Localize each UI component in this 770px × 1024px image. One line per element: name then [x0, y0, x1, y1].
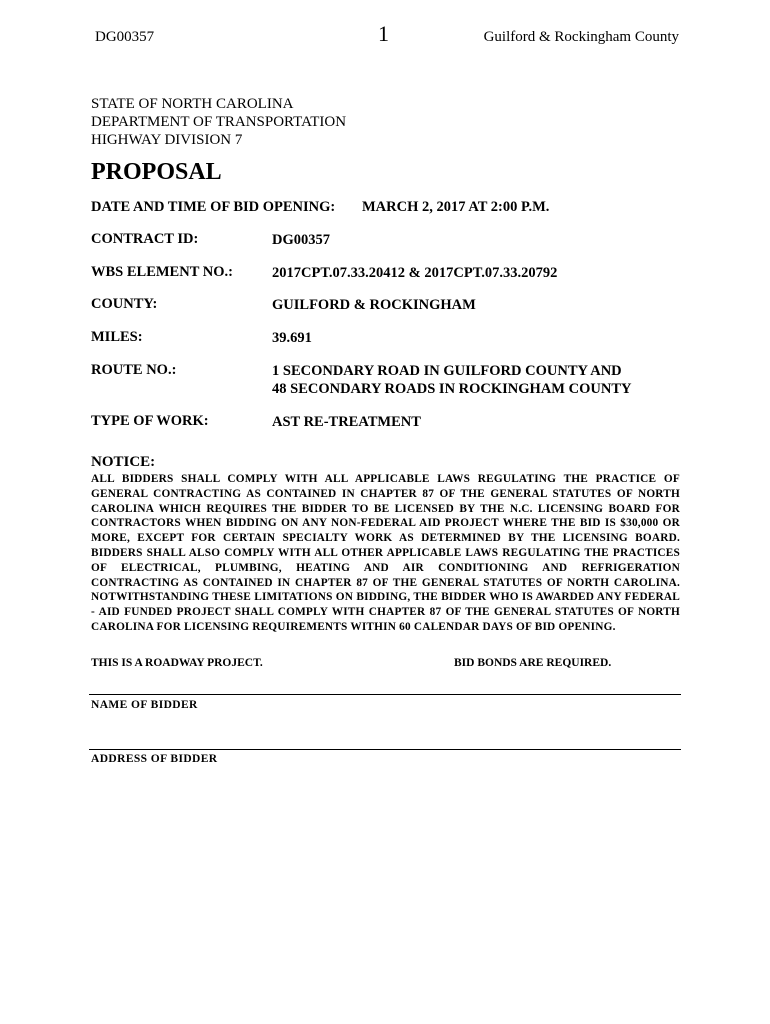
route-value-line2: 48 SECONDARY ROADS IN ROCKINGHAM COUNTY: [272, 381, 632, 397]
notice-body: ALL BIDDERS SHALL COMPLY WITH ALL APPLICABLE LAWS REGULATING THE PRACTICE OF GENERAL CONTRACTING AS CONTAINED IN CHAPTER 87 OF THE GENERAL STATUTES OF NORTH CAROLINA WHICH REQUIRES THE BIDDER TO BE LICENSED BY THE N.C. LICENSING BOARD FOR CONTRACTORS WHEN BIDDING ON ANY NON-FEDERAL AID PROJECT WHERE THE BID IS $30,000 OR MORE, EXCEPT FOR CERTAIN SPECIALTY WORK AS DETERMINED BY THE LICENSING BOARD. BIDDERS SHALL ALSO COMPLY WITH ALL OTHER APPLICABLE LAWS REGULATING THE PRACTICES OF ELECTRICAL, PLUMBING, HEATING AND AIR CONDITIONING AND REFRIGERATION CONTRACTING AS CONTAINED IN CHAPTER 87 OF THE GENERAL STATUTES OF NORTH CAROLINA. NOTWITHSTANDING THESE LIMITATIONS ON BIDDING, THE BIDDER WHO IS AWARDED ANY FEDERAL - AID FUNDED PROJECT SHALL COMPLY WITH CHAPTER 87 OF THE GENERAL STATUTES OF NORTH CAROLINA FOR LICENSING REQUIREMENTS WITHIN 60 CALENDAR DAYS OF BID OPENING.: [91, 473, 680, 633]
county-label: COUNTY:: [91, 296, 158, 312]
agency-state: STATE OF NORTH CAROLINA: [91, 96, 294, 112]
wbs-value: 2017CPT.07.33.20412 & 2017CPT.07.33.20792: [272, 265, 558, 281]
bid-opening-row: [91, 199, 550, 216]
county-value: GUILFORD & ROCKINGHAM: [272, 297, 476, 313]
agency-block: [91, 95, 346, 149]
type-of-work-label: TYPE OF WORK:: [91, 413, 209, 429]
page-title: PROPOSAL: [91, 159, 222, 185]
notice-title: NOTICE:: [91, 454, 156, 470]
miles-label: MILES:: [91, 329, 143, 345]
project-type-text: THIS IS A ROADWAY PROJECT.: [91, 657, 263, 669]
bid-opening-label: DATE AND TIME OF BID OPENING:: [91, 199, 336, 215]
header-page-number: 1: [378, 21, 389, 46]
type-of-work-value: AST RE-TREATMENT: [272, 414, 421, 430]
header-county: Guilford & Rockingham County: [483, 29, 679, 45]
wbs-label: WBS ELEMENT NO.:: [91, 264, 233, 280]
bidder-name-line: [89, 694, 681, 695]
contract-id-value: DG00357: [272, 232, 330, 248]
agency-division: HIGHWAY DIVISION 7: [91, 132, 243, 148]
agency-department: DEPARTMENT OF TRANSPORTATION: [91, 114, 347, 130]
route-value-line1: 1 SECONDARY ROAD IN GUILFORD COUNTY AND: [272, 363, 622, 379]
contract-id-label: CONTRACT ID:: [91, 231, 199, 247]
miles-value: 39.691: [272, 330, 312, 346]
header-contract-id: DG00357: [95, 29, 155, 45]
bidder-address-line: [89, 749, 681, 750]
route-label: ROUTE NO.:: [91, 362, 177, 378]
bidder-address-label: ADDRESS OF BIDDER: [91, 753, 218, 765]
bid-bonds-text: BID BONDS ARE REQUIRED.: [454, 657, 612, 669]
bidder-name-label: NAME OF BIDDER: [91, 699, 198, 711]
bid-opening-value: MARCH 2, 2017 AT 2:00 P.M.: [362, 199, 550, 215]
route-value: [272, 362, 631, 398]
